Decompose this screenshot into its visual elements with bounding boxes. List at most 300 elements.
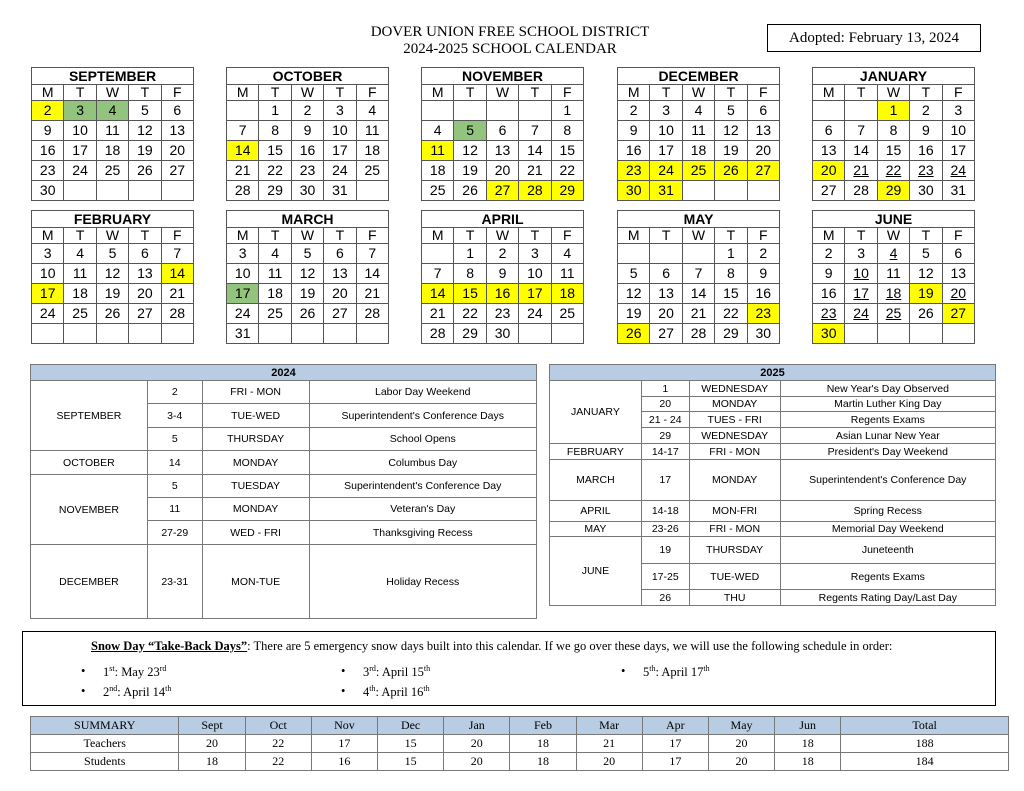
day-cell xyxy=(487,101,519,121)
day-cell: 14 xyxy=(162,264,194,284)
weekday-header: F xyxy=(943,228,975,244)
day-cell: 27 xyxy=(162,161,194,181)
day-cell: 31 xyxy=(227,324,259,344)
day-cell xyxy=(715,181,747,201)
event-day: WED - FRI xyxy=(202,521,309,545)
day-cell: 2 xyxy=(748,244,780,264)
event-day: MONDAY xyxy=(202,451,309,475)
month-name: FEBRUARY xyxy=(31,210,194,227)
day-cell: 17 xyxy=(324,141,356,161)
event-month: NOVEMBER xyxy=(31,475,148,545)
day-cell: 12 xyxy=(618,284,650,304)
day-cell: 5 xyxy=(715,101,747,121)
day-cell: 23 xyxy=(32,161,64,181)
event-date: 5 xyxy=(147,475,202,498)
event-day: TUE-WED xyxy=(689,564,780,590)
weekday-header: T xyxy=(259,85,291,101)
event-name: Superintendent's Conference Days xyxy=(309,404,537,428)
summary-row xyxy=(31,735,1009,753)
day-cell: 18 xyxy=(259,284,291,304)
day-cell xyxy=(162,181,194,201)
summary-cell: 17 xyxy=(311,735,377,753)
day-cell: 19 xyxy=(910,284,942,304)
day-cell xyxy=(943,324,975,344)
day-cell: 20 xyxy=(162,141,194,161)
weekday-header: T xyxy=(324,85,356,101)
weekday-header: T xyxy=(64,228,96,244)
day-cell: 15 xyxy=(259,141,291,161)
summary-header: Sept xyxy=(179,717,245,735)
event-day: TUESDAY xyxy=(202,475,309,498)
event-month: OCTOBER xyxy=(31,451,148,475)
summary-cell: 18 xyxy=(510,753,576,771)
month-name: JUNE xyxy=(812,210,975,227)
summary-cell: Students xyxy=(31,753,179,771)
event-name: Thanksgiving Recess xyxy=(309,521,537,545)
day-cell xyxy=(454,101,486,121)
day-cell: 24 xyxy=(519,304,551,324)
day-cell: 10 xyxy=(227,264,259,284)
day-cell: 31 xyxy=(324,181,356,201)
day-cell: 9 xyxy=(292,121,324,141)
day-cell: 17 xyxy=(650,141,682,161)
weekday-header: W xyxy=(878,85,910,101)
weekday-header: W xyxy=(292,85,324,101)
event-day: FRI - MON xyxy=(202,381,309,404)
month-name: DECEMBER xyxy=(617,67,780,84)
day-cell: 27 xyxy=(324,304,356,324)
summary-cell: 184 xyxy=(841,753,1009,771)
day-cell: 19 xyxy=(454,161,486,181)
month-grid xyxy=(421,84,584,201)
calendar-subtitle: 2024-2025 SCHOOL CALENDAR xyxy=(403,41,617,57)
day-cell: 21 xyxy=(845,161,877,181)
day-cell: 9 xyxy=(910,121,942,141)
event-name: Columbus Day xyxy=(309,451,537,475)
event-day: MONDAY xyxy=(689,397,780,412)
day-cell: 8 xyxy=(454,264,486,284)
snow-day-item: • 5th: April 17th xyxy=(643,664,710,680)
summary-header: Mar xyxy=(576,717,642,735)
event-date: 17-25 xyxy=(641,564,689,590)
summary-table xyxy=(30,716,1009,771)
day-cell: 11 xyxy=(422,141,454,161)
weekday-header: T xyxy=(845,85,877,101)
day-cell: 6 xyxy=(129,244,161,264)
day-cell: 4 xyxy=(259,244,291,264)
day-cell: 21 xyxy=(422,304,454,324)
adopted-date: Adopted: February 13, 2024 xyxy=(767,24,981,52)
month-grid xyxy=(31,84,194,201)
day-cell: 22 xyxy=(552,161,584,181)
day-cell: 28 xyxy=(519,181,551,201)
day-cell: 12 xyxy=(454,141,486,161)
day-cell: 15 xyxy=(552,141,584,161)
weekday-header: F xyxy=(748,228,780,244)
weekday-header: W xyxy=(292,228,324,244)
day-cell: 18 xyxy=(97,141,129,161)
day-cell: 14 xyxy=(357,264,389,284)
summary-cell: 18 xyxy=(179,753,245,771)
event-row xyxy=(550,522,996,537)
day-cell: 17 xyxy=(227,284,259,304)
year-header: 2025 xyxy=(550,365,996,381)
event-date: 19 xyxy=(641,537,689,564)
day-cell: 1 xyxy=(715,244,747,264)
event-month: JANUARY xyxy=(550,381,642,444)
day-cell: 6 xyxy=(813,121,845,141)
event-date: 20 xyxy=(641,397,689,412)
event-day: MON-FRI xyxy=(689,501,780,522)
day-cell: 1 xyxy=(454,244,486,264)
day-cell: 12 xyxy=(129,121,161,141)
day-cell: 7 xyxy=(845,121,877,141)
day-cell: 30 xyxy=(748,324,780,344)
day-cell: 3 xyxy=(32,244,64,264)
day-cell: 23 xyxy=(748,304,780,324)
day-cell: 3 xyxy=(650,101,682,121)
snow-day-item: • 2nd: April 14th xyxy=(103,684,171,700)
day-cell: 27 xyxy=(813,181,845,201)
day-cell: 22 xyxy=(259,161,291,181)
weekday-header: M xyxy=(32,228,64,244)
event-day: THU xyxy=(689,590,780,606)
day-cell: 7 xyxy=(162,244,194,264)
summary-header: Dec xyxy=(378,717,444,735)
event-day: THURSDAY xyxy=(202,428,309,451)
event-name: New Year's Day Observed xyxy=(780,381,995,397)
summary-cell: 20 xyxy=(576,753,642,771)
day-cell: 11 xyxy=(64,264,96,284)
event-name: Memorial Day Weekend xyxy=(780,522,995,537)
day-cell: 14 xyxy=(683,284,715,304)
month-grid xyxy=(421,227,584,344)
day-cell: 29 xyxy=(878,181,910,201)
day-cell: 8 xyxy=(259,121,291,141)
day-cell: 7 xyxy=(357,244,389,264)
summary-cell: 20 xyxy=(708,735,774,753)
day-cell xyxy=(357,181,389,201)
day-cell: 28 xyxy=(162,304,194,324)
day-cell: 11 xyxy=(259,264,291,284)
day-cell: 30 xyxy=(32,181,64,201)
event-row xyxy=(31,451,537,475)
month-october xyxy=(226,67,389,201)
day-cell: 28 xyxy=(845,181,877,201)
day-cell: 26 xyxy=(97,304,129,324)
day-cell: 16 xyxy=(618,141,650,161)
month-april xyxy=(421,210,584,344)
event-date: 1 xyxy=(641,381,689,397)
day-cell xyxy=(292,324,324,344)
day-cell: 6 xyxy=(487,121,519,141)
event-day: MONDAY xyxy=(689,460,780,501)
day-cell: 27 xyxy=(650,324,682,344)
event-row xyxy=(31,381,537,404)
day-cell: 4 xyxy=(64,244,96,264)
day-cell: 9 xyxy=(487,264,519,284)
day-cell: 29 xyxy=(715,324,747,344)
day-cell: 26 xyxy=(910,304,942,324)
day-cell: 23 xyxy=(292,161,324,181)
event-date: 5 xyxy=(147,428,202,451)
day-cell xyxy=(129,324,161,344)
day-cell: 11 xyxy=(357,121,389,141)
day-cell: 7 xyxy=(227,121,259,141)
weekday-header: W xyxy=(97,85,129,101)
snow-day-item: • 4th: April 16th xyxy=(363,684,430,700)
month-march xyxy=(226,210,389,344)
weekday-header: T xyxy=(454,228,486,244)
event-name: President's Day Weekend xyxy=(780,444,995,460)
event-row xyxy=(31,545,537,619)
weekday-header: T xyxy=(650,228,682,244)
summary-cell: 22 xyxy=(245,735,311,753)
day-cell: 24 xyxy=(227,304,259,324)
event-date: 23-31 xyxy=(147,545,202,619)
day-cell: 14 xyxy=(227,141,259,161)
day-cell: 30 xyxy=(292,181,324,201)
day-cell: 1 xyxy=(878,101,910,121)
day-cell: 14 xyxy=(422,284,454,304)
day-cell: 19 xyxy=(97,284,129,304)
summary-header: Feb xyxy=(510,717,576,735)
day-cell: 13 xyxy=(748,121,780,141)
day-cell xyxy=(422,244,454,264)
day-cell: 5 xyxy=(618,264,650,284)
summary-cell: 18 xyxy=(510,735,576,753)
day-cell: 16 xyxy=(813,284,845,304)
summary-cell: 17 xyxy=(642,753,708,771)
weekday-header: M xyxy=(32,85,64,101)
summary-cell: 188 xyxy=(841,735,1009,753)
weekday-header: F xyxy=(552,228,584,244)
day-cell: 31 xyxy=(650,181,682,201)
day-cell: 20 xyxy=(813,161,845,181)
day-cell: 16 xyxy=(32,141,64,161)
day-cell: 17 xyxy=(64,141,96,161)
day-cell: 6 xyxy=(324,244,356,264)
event-month: SEPTEMBER xyxy=(31,381,148,451)
day-cell xyxy=(259,324,291,344)
day-cell: 1 xyxy=(259,101,291,121)
day-cell: 10 xyxy=(845,264,877,284)
weekday-header: W xyxy=(487,85,519,101)
calendar-title xyxy=(330,24,690,58)
event-row xyxy=(550,460,996,501)
month-name: OCTOBER xyxy=(226,67,389,84)
day-cell: 25 xyxy=(64,304,96,324)
day-cell: 10 xyxy=(32,264,64,284)
day-cell: 29 xyxy=(454,324,486,344)
summary-cell: 20 xyxy=(444,753,510,771)
day-cell: 18 xyxy=(64,284,96,304)
day-cell: 7 xyxy=(519,121,551,141)
day-cell: 3 xyxy=(519,244,551,264)
weekday-header: W xyxy=(487,228,519,244)
day-cell: 25 xyxy=(683,161,715,181)
event-row xyxy=(550,537,996,564)
day-cell: 8 xyxy=(878,121,910,141)
event-date: 21 - 24 xyxy=(641,412,689,428)
day-cell: 21 xyxy=(519,161,551,181)
day-cell xyxy=(618,244,650,264)
snow-days-text: : There are 5 emergency snow days built into this calendar. If we go over these days, we will use the following schedule in order: xyxy=(247,639,893,653)
day-cell: 22 xyxy=(454,304,486,324)
day-cell xyxy=(845,324,877,344)
day-cell: 28 xyxy=(227,181,259,201)
day-cell: 28 xyxy=(683,324,715,344)
summary-header: Jan xyxy=(444,717,510,735)
day-cell: 15 xyxy=(454,284,486,304)
weekday-header: M xyxy=(227,85,259,101)
day-cell: 20 xyxy=(487,161,519,181)
day-cell: 27 xyxy=(943,304,975,324)
day-cell: 28 xyxy=(357,304,389,324)
month-grid xyxy=(31,227,194,344)
day-cell: 26 xyxy=(454,181,486,201)
weekday-header: F xyxy=(162,228,194,244)
day-cell: 4 xyxy=(683,101,715,121)
day-cell xyxy=(357,324,389,344)
summary-header: Total xyxy=(841,717,1009,735)
day-cell: 5 xyxy=(129,101,161,121)
month-grid xyxy=(812,84,975,201)
event-name: Superintendent's Conference Day xyxy=(309,475,537,498)
day-cell: 10 xyxy=(650,121,682,141)
day-cell: 13 xyxy=(324,264,356,284)
day-cell: 10 xyxy=(943,121,975,141)
day-cell: 13 xyxy=(943,264,975,284)
day-cell: 24 xyxy=(64,161,96,181)
day-cell: 24 xyxy=(324,161,356,181)
month-january xyxy=(812,67,975,201)
event-day: FRI - MON xyxy=(689,444,780,460)
day-cell xyxy=(878,324,910,344)
month-grid xyxy=(617,227,780,344)
weekday-header: M xyxy=(422,85,454,101)
day-cell: 6 xyxy=(650,264,682,284)
day-cell: 2 xyxy=(292,101,324,121)
day-cell: 8 xyxy=(715,264,747,284)
weekday-header: T xyxy=(129,228,161,244)
event-date: 2 xyxy=(147,381,202,404)
summary-cell: 22 xyxy=(245,753,311,771)
day-cell: 19 xyxy=(129,141,161,161)
month-september xyxy=(31,67,194,201)
month-name: MAY xyxy=(617,210,780,227)
weekday-header: F xyxy=(357,85,389,101)
event-row xyxy=(550,381,996,397)
day-cell xyxy=(748,181,780,201)
event-day: TUE-WED xyxy=(202,404,309,428)
day-cell: 23 xyxy=(813,304,845,324)
day-cell: 18 xyxy=(878,284,910,304)
day-cell: 8 xyxy=(552,121,584,141)
day-cell: 11 xyxy=(97,121,129,141)
summary-cell: 21 xyxy=(576,735,642,753)
event-date: 23-26 xyxy=(641,522,689,537)
day-cell: 2 xyxy=(487,244,519,264)
event-date: 27-29 xyxy=(147,521,202,545)
event-date: 14 xyxy=(147,451,202,475)
day-cell: 11 xyxy=(683,121,715,141)
day-cell: 20 xyxy=(129,284,161,304)
day-cell: 21 xyxy=(227,161,259,181)
day-cell: 24 xyxy=(845,304,877,324)
day-cell: 12 xyxy=(292,264,324,284)
day-cell: 26 xyxy=(129,161,161,181)
day-cell: 25 xyxy=(422,181,454,201)
day-cell xyxy=(422,101,454,121)
day-cell: 3 xyxy=(324,101,356,121)
day-cell xyxy=(32,324,64,344)
weekday-header: T xyxy=(910,85,942,101)
event-name: Regents Exams xyxy=(780,412,995,428)
day-cell xyxy=(519,324,551,344)
day-cell: 23 xyxy=(910,161,942,181)
day-cell: 7 xyxy=(422,264,454,284)
day-cell: 9 xyxy=(618,121,650,141)
weekday-header: T xyxy=(845,228,877,244)
day-cell: 15 xyxy=(878,141,910,161)
summary-cell: Teachers xyxy=(31,735,179,753)
snow-days-intro xyxy=(91,639,991,654)
day-cell: 13 xyxy=(813,141,845,161)
summary-cell: 20 xyxy=(444,735,510,753)
weekday-header: M xyxy=(618,85,650,101)
event-name: Veteran's Day xyxy=(309,498,537,521)
event-date: 14-17 xyxy=(641,444,689,460)
weekday-header: T xyxy=(715,85,747,101)
day-cell xyxy=(683,181,715,201)
weekday-header: T xyxy=(910,228,942,244)
event-month: MARCH xyxy=(550,460,642,501)
weekday-header: T xyxy=(64,85,96,101)
day-cell: 14 xyxy=(845,141,877,161)
day-cell xyxy=(227,101,259,121)
day-cell: 29 xyxy=(552,181,584,201)
day-cell: 6 xyxy=(748,101,780,121)
day-cell: 13 xyxy=(487,141,519,161)
day-cell: 4 xyxy=(357,101,389,121)
day-cell: 20 xyxy=(943,284,975,304)
day-cell xyxy=(162,324,194,344)
event-name: Asian Lunar New Year xyxy=(780,428,995,444)
month-november xyxy=(421,67,584,201)
summary-header: Jun xyxy=(775,717,841,735)
day-cell: 21 xyxy=(162,284,194,304)
day-cell: 24 xyxy=(650,161,682,181)
day-cell: 27 xyxy=(487,181,519,201)
event-day: WEDNESDAY xyxy=(689,428,780,444)
weekday-header: M xyxy=(813,85,845,101)
month-february xyxy=(31,210,194,344)
weekday-header: M xyxy=(422,228,454,244)
day-cell: 25 xyxy=(878,304,910,324)
summary-cell: 18 xyxy=(775,735,841,753)
day-cell: 4 xyxy=(422,121,454,141)
day-cell: 31 xyxy=(943,181,975,201)
day-cell: 15 xyxy=(715,284,747,304)
weekday-header: T xyxy=(519,228,551,244)
weekday-header: F xyxy=(162,85,194,101)
day-cell: 9 xyxy=(32,121,64,141)
day-cell: 25 xyxy=(259,304,291,324)
day-cell: 24 xyxy=(32,304,64,324)
day-cell: 16 xyxy=(487,284,519,304)
weekday-header: T xyxy=(715,228,747,244)
